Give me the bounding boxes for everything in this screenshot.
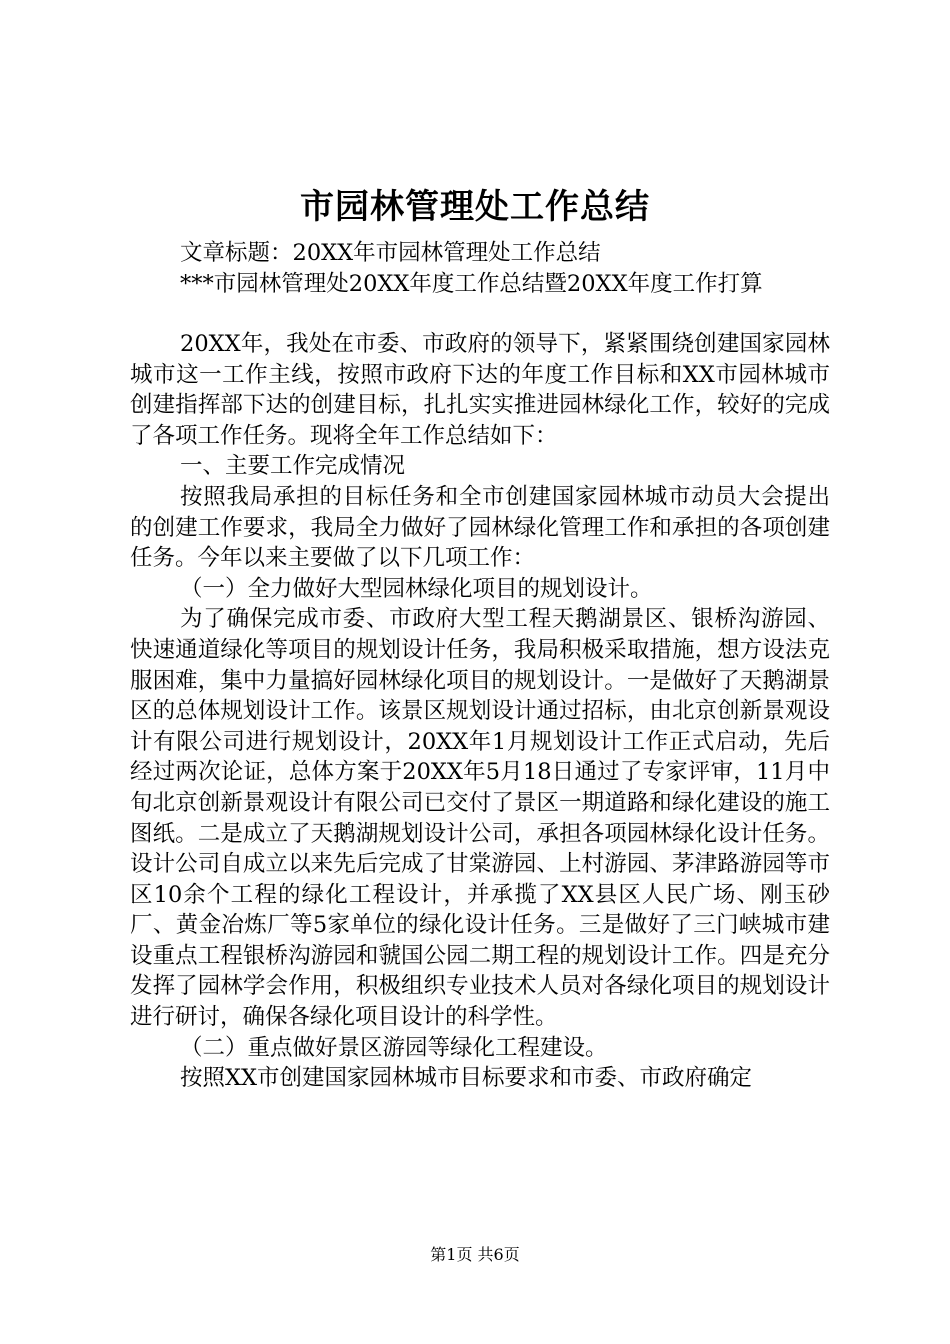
article-title-line: 文章标题：20XX年市园林管理处工作总结 xyxy=(180,240,601,266)
page-number-footer: 第1页 共6页 xyxy=(430,1245,520,1264)
paragraph-main-work: 按照我局承担的目标任务和全市创建国家园林城市动员大会提出的创建工作要求，我局全力做好了园林绿化管理工作和承担的各项创建任务。今年以来主要做了以下几项工作： xyxy=(130,483,830,572)
section-heading-main-work: 一、主要工作完成情况 xyxy=(180,453,406,480)
document-body xyxy=(130,329,830,1094)
document-title: 市园林管理处工作总结 xyxy=(300,187,650,227)
paragraph-intro: 20XX年，我处在市委、市政府的领导下，紧紧围绕创建国家园林城市这一工作主线，按照市政府下达的年度工作目标和XX市园林城市创建指挥部下达的创建目标，扎扎实实推进园林绿化工作，较好的完成了各项工作任务。现将全年工作总结如下： xyxy=(130,331,830,449)
paragraph-planning: 为了确保完成市委、市政府大型工程天鹅湖景区、银桥沟游园、快速通道绿化等项目的规划设计任务，我局积极采取措施，想方设法克服困难，集中力量搞好园林绿化项目的规划设计。一是做好了天鹅湖景区的总体规划设计工作。该景区规划设计通过招标，由北京创新景观设计有限公司进行规划设计，20XX年1月规划设计工作正式启动，先后经过两次论证，总体方案于20XX年5月18日通过了专家评审，11月中旬北京创新景观设计有限公司已交付了景区一期道路和绿化建设的施工图纸。二是成立了天鹅湖规划设计公司，承担各项园林绿化设计任务。设计公司自成立以来先后完成了甘棠游园、上村游园、茅津路游园等市区10余个工程的绿化工程设计，并承揽了XX县区人民广场、刚玉砂厂、黄金冶炼厂等5家单位的绿化设计任务。三是做好了三门峡城市建设重点工程银桥沟游园和虢国公园二期工程的规划设计工作。四是充分发挥了园林学会作用，积极组织专业技术人员对各绿化项目的规划设计进行研讨，确保各绿化项目设计的科学性。 xyxy=(130,606,830,1031)
subsection-heading-planning: （一）全力做好大型园林绿化项目的规划设计。 xyxy=(180,575,653,602)
subsection-heading-construction: （二）重点做好景区游园等绿化工程建设。 xyxy=(180,1034,608,1061)
paragraph-construction: 按照XX市创建国家园林城市目标要求和市委、市政府确定 xyxy=(180,1065,753,1092)
document-subtitle: ***市园林管理处20XX年度工作总结暨20XX年度工作打算 xyxy=(180,271,763,297)
